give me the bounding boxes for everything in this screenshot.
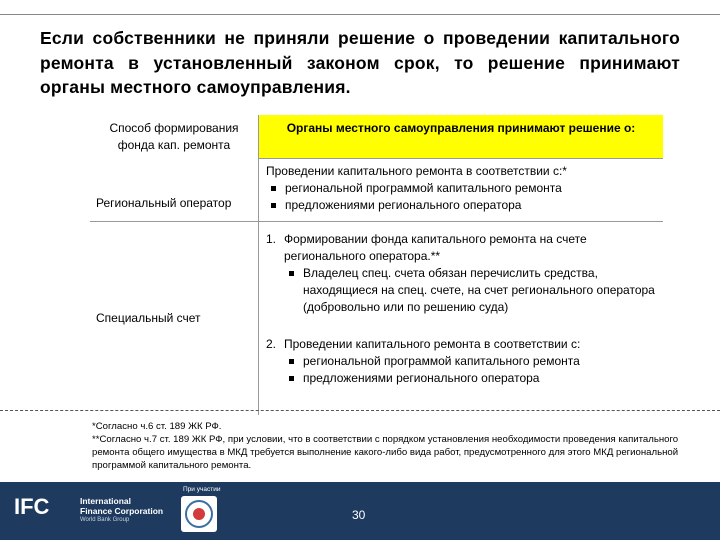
method-regional-operator: Региональный оператор: [96, 195, 232, 210]
table-row: [90, 158, 663, 221]
list-item: Владелец спец. счета обязан перечислить средства, находящиеся на спец. счете, на счет регионального оператора (добровольно или по решению суда): [266, 265, 663, 316]
list-item: региональной программой капитального ремонта: [266, 180, 663, 197]
header-method: Способ формирования фонда кап. ремонта: [90, 115, 259, 158]
footnote-1: *Согласно ч.6 ст. 189 ЖК РФ.: [92, 421, 222, 432]
ifc-logo-icon: IFC: [14, 494, 50, 519]
ifc-name: International Finance Corporation: [80, 496, 164, 516]
top-divider: [0, 14, 720, 15]
method-special-account: Специальный счет: [96, 310, 201, 325]
partner-label: При участии: [183, 486, 221, 493]
bullet-icon: [289, 271, 294, 276]
bullet-icon: [289, 376, 294, 381]
row1-intro: Проведении капитального ремонта в соответствии с:*: [266, 163, 567, 178]
footnote-2: **Согласно ч.7 ст. 189 ЖК РФ, при условии, что в соответствии с порядком установления необходимости проведения капитального ремонта общего имущества в МКД требуется выполнение какого-либо вида работ, предусмотренного для этого МКД региональной программой капитального ремонта.: [92, 434, 679, 471]
list-item: предложениями регионального оператора: [266, 197, 663, 214]
list-item: 2. Проведении капитального ремонта в соответствии с:: [266, 336, 581, 351]
header-decision: Органы местного самоуправления принимают решение о:: [259, 115, 664, 158]
bullet-icon: [289, 359, 294, 364]
dashed-divider: [0, 410, 720, 411]
bullet-icon: [271, 203, 276, 208]
partner-logo-icon: [181, 496, 217, 532]
footnotes: [92, 420, 692, 472]
list-item: предложениями регионального оператора: [266, 370, 663, 387]
table-row: [90, 221, 663, 415]
ifc-subtitle: World Bank Group: [80, 517, 130, 523]
bullet-icon: [271, 186, 276, 191]
slide-title: Если собственники не приняли решение о проведении капитального ремонта в установленный законом срок, то решение принимают органы местного самоуправления.: [40, 28, 680, 97]
list-item: 1. Формировании фонда капитального ремонта на счете регионального оператора.**: [266, 231, 587, 263]
decision-table: [90, 115, 663, 415]
list-item: региональной программой капитального ремонта: [266, 353, 663, 370]
page-number: 30: [352, 508, 366, 522]
